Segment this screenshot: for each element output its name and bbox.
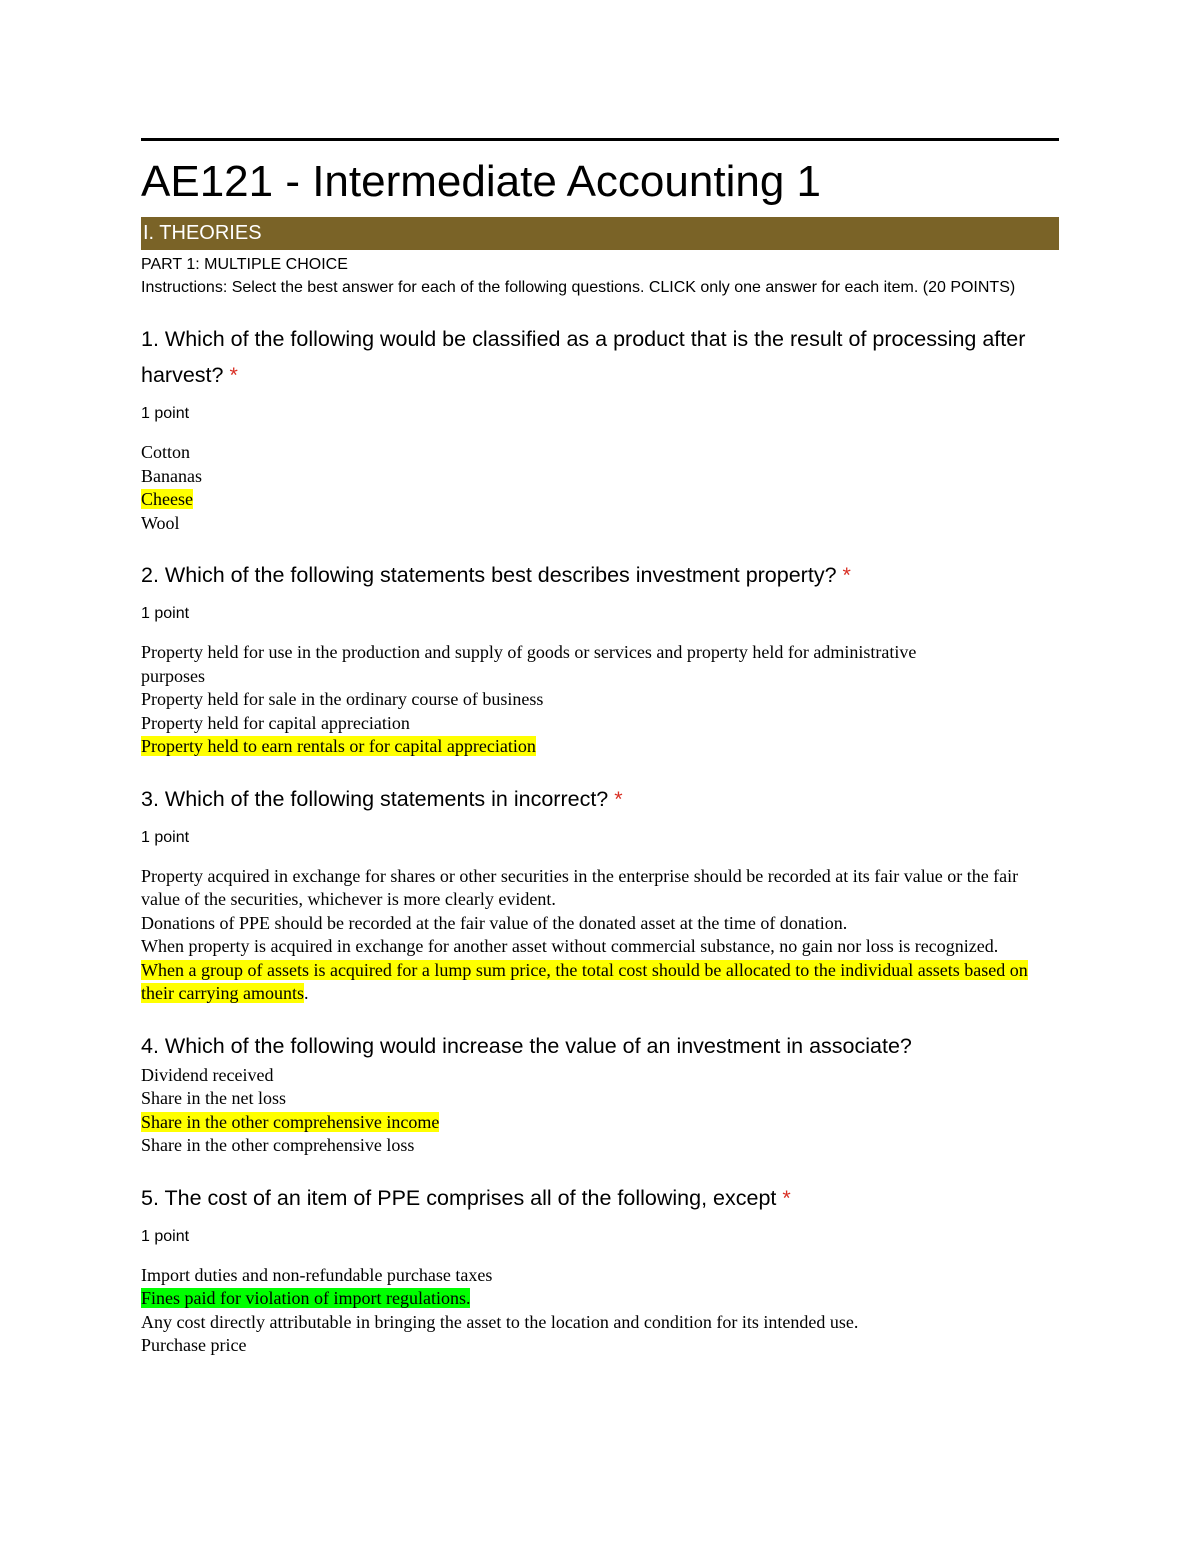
- question-4: [141, 1028, 1059, 1158]
- question-points: 1 point: [141, 828, 190, 846]
- answer-option[interactable]: [141, 1264, 1059, 1288]
- required-asterisk: *: [842, 563, 851, 587]
- option-label: When property is acquired in exchange for another asset without commercial substance, no gain nor loss is recognized.: [141, 936, 999, 956]
- answer-option[interactable]: [141, 512, 1059, 536]
- top-rule: [141, 138, 1059, 141]
- option-label: Import duties and non-refundable purchase taxes: [141, 1264, 493, 1285]
- answer-option[interactable]: [141, 712, 941, 736]
- answer-option[interactable]: [141, 688, 941, 712]
- question-text: [141, 321, 1059, 393]
- question-prompt: Which of the following would increase the value of an investment in associate?: [164, 1033, 912, 1058]
- question-text: [141, 1180, 1059, 1216]
- answer-options: [141, 865, 1059, 1006]
- option-label: Dividend received: [141, 1064, 274, 1085]
- answer-option[interactable]: [141, 441, 1059, 465]
- answer-option[interactable]: [141, 641, 941, 688]
- answer-options: [141, 641, 941, 759]
- answer-option-selected[interactable]: [141, 488, 1059, 512]
- question-number: 2.: [141, 563, 159, 587]
- question-5: [141, 1180, 1059, 1358]
- document-page: [141, 138, 1059, 1358]
- answer-options: [141, 1064, 1059, 1158]
- option-suffix: .: [303, 983, 309, 1003]
- question-prompt: Which of the following statements best describes investment property?: [164, 563, 837, 587]
- required-asterisk: *: [782, 1185, 791, 1210]
- question-3: [141, 781, 1059, 1006]
- option-label-highlighted: Share in the other comprehensive income: [141, 1111, 440, 1132]
- question-points: 1 point: [141, 405, 190, 422]
- option-label: Property held for sale in the ordinary course of business: [141, 689, 544, 709]
- answer-options: [141, 441, 1059, 535]
- section-header: I. THEORIES: [141, 217, 1059, 250]
- answer-option[interactable]: [141, 1064, 1059, 1088]
- question-2: [141, 557, 1059, 759]
- option-label: Wool: [141, 512, 180, 533]
- answer-options: [141, 1264, 1059, 1358]
- required-asterisk: *: [614, 786, 623, 811]
- part-label: PART 1: MULTIPLE CHOICE: [141, 256, 348, 273]
- question-prompt: Which of the following statements in incorrect?: [164, 786, 609, 811]
- answer-option[interactable]: [141, 865, 1059, 912]
- question-text: [141, 781, 1059, 817]
- option-label: Property held for capital appreciation: [141, 712, 410, 733]
- answer-option[interactable]: [141, 1334, 1059, 1358]
- option-label: Any cost directly attributable in bringing the asset to the location and condition for its intended use.: [141, 1311, 859, 1332]
- option-label: Property held for use in the production and supply of goods or services and property held for administrative purposes: [141, 642, 917, 686]
- option-label-highlighted: Fines paid for violation of import regulations.: [141, 1288, 471, 1308]
- required-asterisk: *: [229, 363, 238, 387]
- answer-option[interactable]: [141, 935, 1059, 959]
- answer-option[interactable]: [141, 1087, 1059, 1111]
- option-label-highlighted: Cheese: [141, 489, 193, 509]
- question-text: [141, 557, 1059, 593]
- option-label-highlighted: Property held to earn rentals or for capital appreciation: [141, 736, 536, 756]
- question-points: 1 point: [141, 605, 190, 622]
- question-text: [141, 1028, 1059, 1064]
- option-label: Cotton: [141, 442, 191, 462]
- document-title: AE121 - Intermediate Accounting 1: [141, 157, 821, 206]
- instructions: Instructions: Select the best answer for each of the following questions. CLICK only one answer for each item. (20 POINTS): [141, 279, 1016, 296]
- question-prompt: The cost of an item of PPE comprises all of the following, except: [164, 1185, 777, 1210]
- answer-option-selected[interactable]: [141, 1111, 1059, 1135]
- answer-option[interactable]: [141, 1311, 1059, 1335]
- answer-option-selected[interactable]: [141, 1287, 1059, 1311]
- answer-option[interactable]: [141, 912, 1059, 936]
- question-1: [141, 321, 1059, 535]
- option-label: Bananas: [141, 465, 202, 486]
- answer-option[interactable]: [141, 465, 1059, 489]
- question-number: 1.: [141, 327, 159, 351]
- option-label: Share in the other comprehensive loss: [141, 1135, 415, 1155]
- option-label: Share in the net loss: [141, 1088, 286, 1108]
- answer-option-selected[interactable]: [141, 959, 1059, 1006]
- question-prompt: Which of the following would be classified as a product that is the result of processing after harvest?: [141, 327, 1026, 387]
- question-points: 1 point: [141, 1227, 190, 1245]
- question-number: 5.: [141, 1185, 159, 1210]
- question-number: 3.: [141, 786, 159, 811]
- answer-option[interactable]: [141, 1134, 1059, 1158]
- option-label: Property acquired in exchange for shares or other securities in the enterprise should be recorded at its fair value or the fair value of the securities, whichever is more clearly evident.: [141, 865, 1019, 909]
- option-label: Purchase price: [141, 1335, 247, 1355]
- question-number: 4.: [141, 1033, 159, 1058]
- option-label: Donations of PPE should be recorded at the fair value of the donated asset at the time of donation.: [141, 912, 848, 933]
- answer-option-selected[interactable]: [141, 735, 941, 759]
- option-label-highlighted: When a group of assets is acquired for a lump sum price, the total cost should be allocated to the individual assets based on their carrying amounts: [141, 959, 1028, 1003]
